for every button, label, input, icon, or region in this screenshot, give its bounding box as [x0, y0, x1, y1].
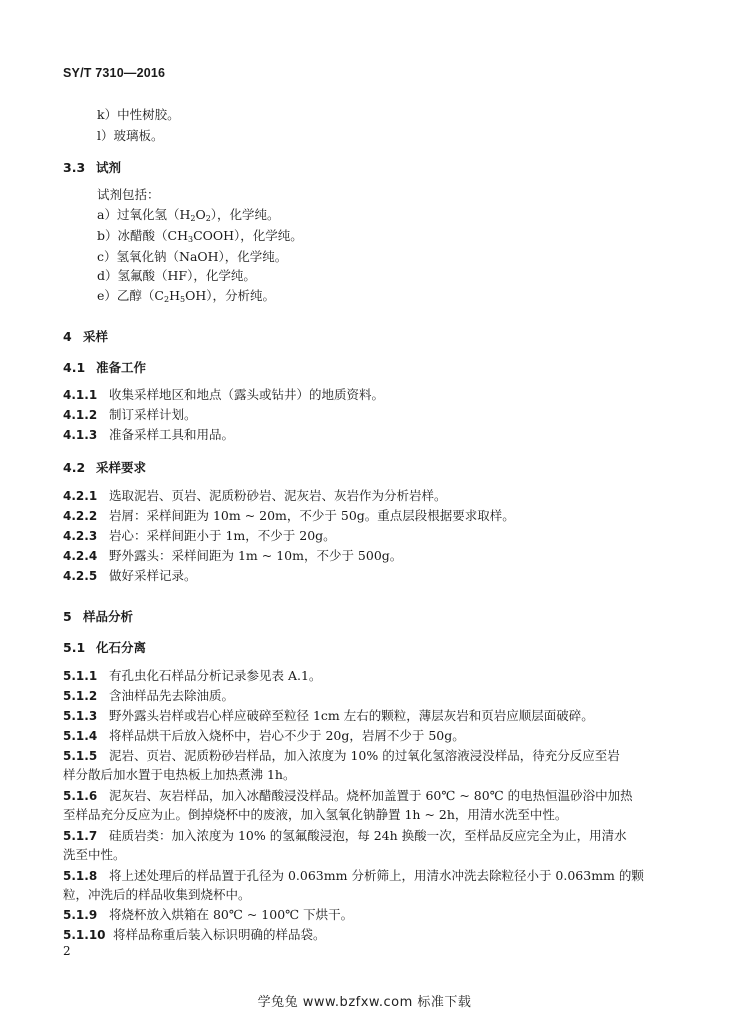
clause-5-1-7 — [63, 828, 673, 844]
section-number: 4.1 — [63, 360, 86, 375]
section-number: 3.3 — [63, 160, 86, 175]
clause-text: 泥岩、页岩、泥质粉砂岩样品，加入浓度为 10% 的过氧化氢溶液浸没样品，待充分反应至岩 — [109, 748, 620, 763]
clause-text: 岩心：采样间距小于 1m，不少于 20g。 — [109, 528, 336, 543]
clause-5-1-8 — [63, 868, 673, 884]
reagent-text: 过氧化氢（H — [116, 207, 191, 222]
list-item-l — [97, 128, 673, 144]
clause-4-2-5 — [63, 568, 673, 584]
subscript: 2 — [190, 214, 196, 223]
section-heading-5-1 — [63, 638, 146, 656]
list-label: e） — [97, 288, 117, 303]
clause-number: 5.1.7 — [63, 829, 98, 843]
clause-text: 选取泥岩、页岩、泥质粉砂岩、泥灰岩、灰岩作为分析岩样。 — [109, 488, 447, 503]
clause-number: 4.2.5 — [63, 569, 98, 583]
reagent-item-c — [97, 249, 673, 265]
list-label: a） — [97, 207, 117, 222]
clause-5-1-6 — [63, 788, 673, 804]
page-number: 2 — [63, 944, 71, 958]
clause-text: 准备采样工具和用品。 — [109, 427, 235, 442]
clause-text: 收集采样地区和地点（露头或钻井）的地质资料。 — [109, 387, 385, 402]
clause-5-1-1 — [63, 668, 673, 684]
clause-number: 4.1.3 — [63, 428, 98, 442]
section-title: 试剂 — [96, 160, 122, 175]
list-label: d） — [97, 268, 118, 283]
reagent-text: 氢氧化钠（NaOH），化学纯。 — [116, 249, 288, 264]
clause-number: 5.1.5 — [63, 749, 98, 763]
list-label: b） — [97, 228, 118, 243]
clause-number: 4.2.4 — [63, 549, 98, 563]
section-heading-3-3 — [63, 158, 121, 176]
clause-text: 将烧杯放入烘箱在 80℃ ~ 100℃ 下烘干。 — [109, 907, 354, 922]
clause-number: 5.1.6 — [63, 789, 98, 803]
clause-4-1-2 — [63, 407, 673, 423]
list-text: 中性树胶。 — [117, 107, 180, 122]
clause-5-1-4 — [63, 728, 673, 744]
section-heading-5 — [63, 607, 133, 625]
clause-text: 野外露头岩样或岩心样应破碎至粒径 1cm 左右的颗粒，薄层灰岩和页岩应顺层面破碎。 — [109, 708, 594, 723]
clause-4-2-2 — [63, 508, 673, 524]
clause-number: 5.1.9 — [63, 908, 98, 922]
section-number: 5.1 — [63, 640, 86, 655]
clause-text: 将样品称重后装入标识明确的样品袋。 — [113, 927, 326, 942]
clause-5-1-7-continuation: 洗至中性。 — [63, 847, 126, 862]
clause-text: 含油样品先去除油质。 — [109, 688, 235, 703]
clause-5-1-9 — [63, 907, 673, 923]
clause-number: 4.2.1 — [63, 489, 98, 503]
clause-number: 5.1.10 — [63, 928, 106, 942]
clause-4-2-4 — [63, 548, 673, 564]
clause-text: 做好采样记录。 — [109, 568, 197, 583]
list-label: c） — [97, 249, 117, 264]
subscript: 2 — [205, 214, 211, 223]
reagent-item-b — [97, 228, 673, 244]
reagent-item-e — [97, 288, 673, 304]
standard-code: SY/T 7310—2016 — [63, 66, 166, 80]
subscript: 2 — [163, 295, 170, 304]
clause-4-1-1 — [63, 387, 673, 403]
clause-number: 4.2.3 — [63, 529, 98, 543]
section-number: 5 — [63, 609, 72, 624]
section-title: 样品分析 — [83, 609, 134, 624]
list-label: l） — [97, 128, 114, 143]
clause-number: 4.2.2 — [63, 509, 98, 523]
clause-5-1-5-continuation: 样分散后加水置于电热板上加热煮沸 1h。 — [63, 767, 296, 782]
reagent-text: 氢氟酸（HF），化学纯。 — [117, 268, 256, 283]
list-label: k） — [97, 107, 118, 122]
clause-text: 将样品烘干后放入烧杯中，岩心不少于 20g，岩屑不少于 50g。 — [109, 728, 465, 743]
clause-text: 将上述处理后的样品置于孔径为 0.063mm 分析筛上，用清水冲洗去除粒径小于 0.063mm 的颗 — [109, 868, 644, 883]
section-heading-4-2 — [63, 458, 146, 476]
subscript: 3 — [187, 235, 194, 244]
section-title: 准备工作 — [96, 360, 147, 375]
clause-number: 4.1.2 — [63, 408, 98, 422]
clause-5-1-5 — [63, 748, 673, 764]
clause-text: 野外露头：采样间距为 1m ~ 10m，不少于 500g。 — [109, 548, 403, 563]
subscript: 5 — [179, 295, 186, 304]
clause-4-1-3 — [63, 427, 673, 443]
clause-number: 5.1.3 — [63, 709, 98, 723]
clause-text: 硅质岩类：加入浓度为 10% 的氢氟酸浸泡，每 24h 换酸一次，至样品反应完全为止，用清水 — [109, 828, 627, 843]
section-title: 化石分离 — [96, 640, 147, 655]
section-number: 4.2 — [63, 460, 86, 475]
clause-number: 5.1.1 — [63, 669, 98, 683]
section-heading-4 — [63, 327, 108, 345]
clause-number: 5.1.2 — [63, 689, 98, 703]
reagent-text: H — [169, 288, 180, 303]
clause-5-1-3 — [63, 708, 673, 724]
clause-5-1-6-continuation: 至样品充分反应为止。倒掉烧杯中的废液，加入氢氧化钠静置 1h ~ 2h，用清水洗至中性。 — [63, 807, 568, 822]
clause-number: 5.1.4 — [63, 729, 98, 743]
section-number: 4 — [63, 329, 72, 344]
reagent-text: 冰醋酸（CH — [117, 228, 188, 243]
reagent-text: OH），分析纯。 — [185, 288, 275, 303]
reagent-text: ），化学纯。 — [210, 207, 280, 222]
clause-5-1-2 — [63, 688, 673, 704]
clause-4-2-1 — [63, 488, 673, 504]
reagent-intro: 试剂包括： — [97, 187, 160, 202]
list-text: 玻璃板。 — [113, 128, 164, 143]
clause-text: 泥灰岩、灰岩样品，加入冰醋酸浸没样品。烧杯加盖置于 60℃ ~ 80℃ 的电热恒温砂浴中加热 — [109, 788, 633, 803]
clause-5-1-10 — [63, 927, 673, 943]
clause-5-1-8-continuation: 粒，冲洗后的样品收集到烧杯中。 — [63, 887, 251, 902]
section-heading-4-1 — [63, 358, 146, 376]
clause-4-2-3 — [63, 528, 673, 544]
footer-watermark-text: 学兔兔 www.bzfxw.com 标准下载 — [257, 995, 472, 1010]
section-title: 采样 — [83, 329, 109, 344]
clause-text: 岩屑：采样间距为 10m ~ 20m，不少于 50g。重点层段根据要求取样。 — [109, 508, 515, 523]
clause-text: 制订采样计划。 — [109, 407, 197, 422]
reagent-text: O — [195, 207, 206, 222]
reagent-text: COOH），化学纯。 — [193, 228, 303, 243]
list-item-k — [97, 107, 673, 123]
clause-number: 5.1.8 — [63, 869, 98, 883]
reagent-item-a — [97, 207, 673, 223]
reagent-item-d — [97, 268, 673, 284]
clause-number: 4.1.1 — [63, 388, 98, 402]
clause-text: 有孔虫化石样品分析记录参见表 A.1。 — [109, 668, 322, 683]
section-title: 采样要求 — [96, 460, 147, 475]
reagent-text: 乙醇（C — [116, 288, 164, 303]
